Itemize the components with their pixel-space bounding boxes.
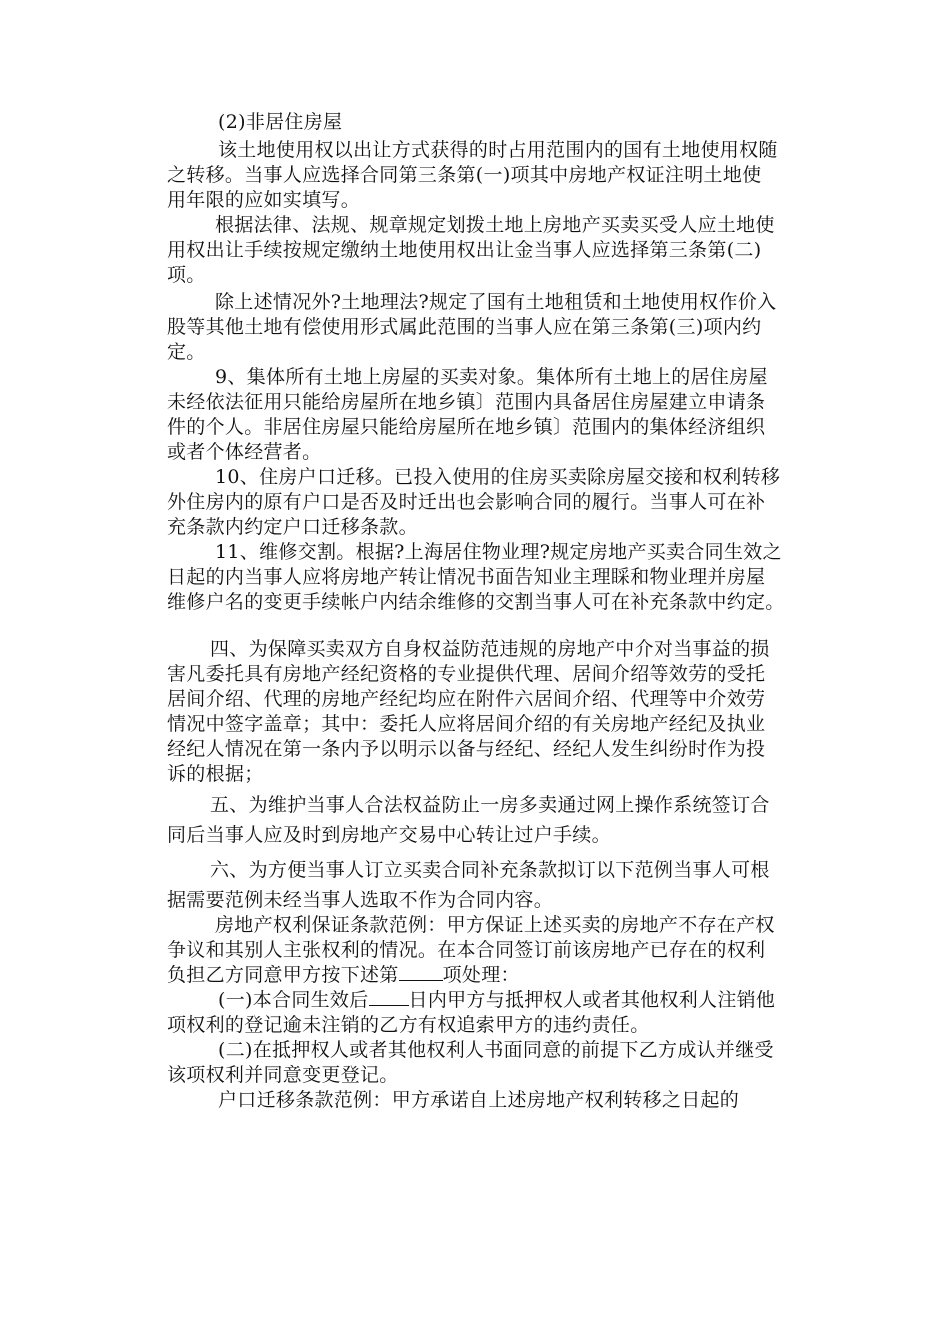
text-line: 四、为保障买卖双方自身权益防范违规的房地产中介对当事益的损	[210, 638, 770, 660]
text-line: 情况中签字盖章；其中：委托人应将居间介绍的有关房地产经纪及执业	[167, 713, 766, 735]
text-line: 维修户名的变更手续帐户内结余维修的交割当事人可在补充条款中约定。	[167, 591, 785, 613]
text-segment: 项处理：	[442, 964, 520, 986]
text-segment: 负担乙方同意甲方按下述第	[167, 964, 399, 986]
text-line: 未经依法征用只能给房屋所在地乡镇〕范围内具备居住房屋建立申请条	[167, 391, 766, 413]
text-line: 诉的根据；	[167, 763, 264, 785]
text-line: 该项权利并同意变更登记。	[167, 1064, 399, 1086]
text-line: 居间介绍、代理的房地产经纪均应在附件六居间介绍、代理等中介效劳	[167, 688, 766, 710]
text-line: 用权出让手续按规定缴纳土地使用权出让金当事人应选择第三条第(二)	[167, 239, 762, 261]
text-line: 害凡委托具有房地产经纪资格的专业提供代理、居间介绍等效劳的受托	[167, 663, 766, 685]
text-line: 据需要范例未经当事人选取不作为合同内容。	[167, 889, 554, 911]
text-line: 除上述情况外?土地理法?规定了国有土地租赁和土地使用权作价入	[215, 291, 777, 313]
text-line: 件的个人。非居住房屋只能给房屋所在地乡镇〕范围内的集体经济组织	[167, 416, 766, 438]
text-line: 定。	[167, 341, 206, 363]
text-line: 经纪人情况在第一条内予以明示以备与经纪、经纪人发生纠纷时作为投	[167, 738, 766, 760]
text-line: 同后当事人应及时到房地产交易中心转让过户手续。	[167, 824, 611, 846]
fill-in-blank	[369, 987, 409, 1006]
text-line: 项权利的登记逾未注销的乙方有权追索甲方的违约责任。	[167, 1014, 650, 1036]
text-line	[218, 987, 775, 1013]
text-line: 该土地使用权以出让方式获得的时占用范围内的国有土地使用权随	[218, 139, 778, 161]
fill-in-blank	[399, 962, 443, 981]
text-line: 用年限的应如实填写。	[167, 189, 361, 211]
text-line: 或者个体经营者。	[167, 441, 322, 463]
text-line: (2)非居住房屋	[218, 111, 343, 133]
text-line: 9、集体所有土地上房屋的买卖对象。集体所有土地上的居住房屋	[215, 366, 768, 388]
text-line: 根据法律、法规、规章规定划拨土地上房地产买卖买受人应土地使	[215, 214, 775, 236]
text-line: 10、住房户口迁移。已投入使用的住房买卖除房屋交接和权利转移	[215, 466, 781, 488]
text-segment: 日内甲方与抵押权人或者其他权利人注销他	[408, 989, 776, 1011]
text-segment: (一)本合同生效后	[218, 989, 369, 1011]
text-line: 充条款内约定户口迁移条款。	[167, 516, 418, 538]
text-line: 户口迁移条款范例：甲方承诺自上述房地产权利转移之日起的	[218, 1089, 740, 1111]
text-line	[167, 962, 520, 988]
text-line: (二)在抵押权人或者其他权利人书面同意的前提下乙方成认并继受	[218, 1039, 774, 1061]
text-line: 股等其他土地有偿使用形式属此范围的当事人应在第三条第(三)项内约	[167, 316, 762, 338]
text-line: 11、维修交割。根据?上海居住物业理?规定房地产买卖合同生效之	[215, 541, 782, 563]
text-line: 六、为方便当事人订立买卖合同补充条款拟订以下范例当事人可根	[210, 859, 770, 881]
text-line: 日起的内当事人应将房地产转让情况书面告知业主理睬和物业理并房屋	[167, 566, 766, 588]
text-line: 项。	[167, 264, 206, 286]
text-line: 之转移。当事人应选择合同第三条第(一)项其中房地产权证注明土地使	[167, 164, 762, 186]
text-line: 五、为维护当事人合法权益防止一房多卖通过网上操作系统签订合	[210, 794, 770, 816]
text-line: 外住房内的原有户口是否及时迁出也会影响合同的履行。当事人可在补	[167, 491, 766, 513]
text-line: 争议和其别人主张权利的情况。在本合同签订前该房地产已存在的权利	[167, 939, 766, 961]
text-line: 房地产权利保证条款范例：甲方保证上述买卖的房地产不存在产权	[215, 914, 775, 936]
